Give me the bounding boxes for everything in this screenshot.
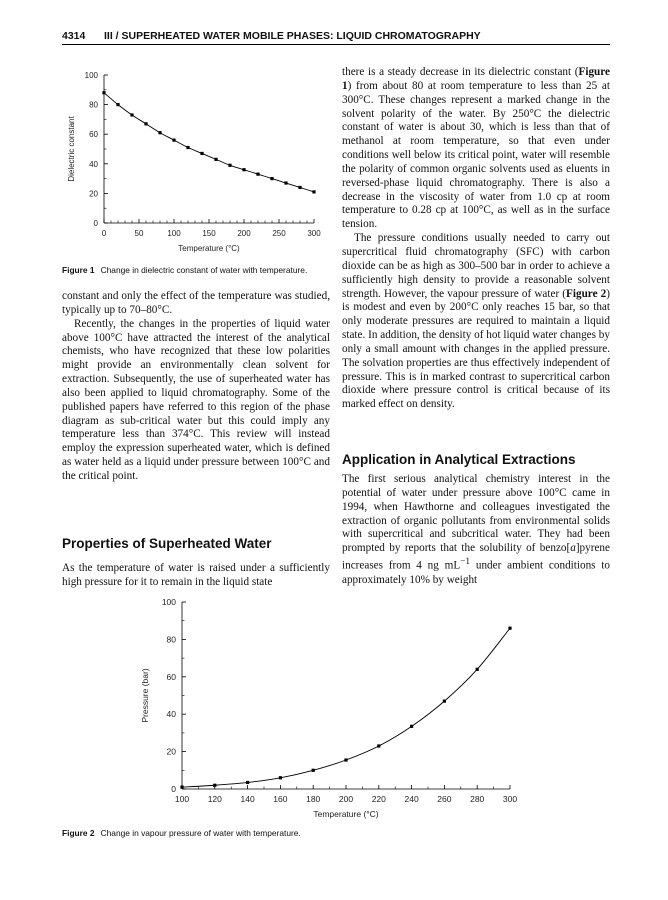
- data-point: [508, 627, 511, 630]
- data-point: [242, 168, 245, 171]
- y-tick-label: 60: [166, 671, 176, 682]
- data-point: [377, 744, 380, 747]
- left-column-bottom: [62, 562, 330, 590]
- data-point: [298, 186, 301, 189]
- x-tick-label: 140: [240, 794, 255, 804]
- data-point: [279, 776, 282, 779]
- data-point: [270, 177, 273, 180]
- x-tick-label: 150: [202, 229, 216, 238]
- y-tick-label: 20: [89, 189, 98, 199]
- data-point: [312, 769, 315, 772]
- x-tick-label: 200: [338, 794, 354, 804]
- right-column-top: [342, 66, 610, 412]
- y-tick-label: 20: [166, 746, 176, 757]
- data-point: [116, 103, 119, 106]
- paragraph: [342, 66, 610, 232]
- section-heading-properties: Properties of Superheated Water: [62, 536, 272, 551]
- text-run: The first serious analytical chemistry interest in the potential of water under pressure above 100°C came in 1994, when Hawthorne and colleagues investigated the extraction of organic pollutants from environmental solids with supercritical and subcritical water. They had been prompted by reports that the solubility of benzo[: [342, 473, 610, 555]
- running-title: III / SUPERHEATED WATER MOBILE PHASES: LIQUID CHROMATOGRAPHY: [104, 30, 481, 42]
- x-tick-label: 0: [101, 229, 107, 238]
- data-point: [443, 700, 446, 703]
- paragraph: constant and only the effect of the temperature was studied, typically up to 70–80°C.: [62, 290, 330, 316]
- y-tick-label: 60: [89, 130, 98, 140]
- data-point: [344, 758, 347, 761]
- data-point: [312, 190, 315, 193]
- data-point: [200, 152, 203, 155]
- figure-1-label: Figure 1: [62, 265, 95, 275]
- figure-2-caption: [62, 828, 462, 839]
- x-tick-label: 280: [470, 794, 485, 804]
- figure-2-caption-text: Change in vapour pressure of water with temperature.: [100, 828, 301, 838]
- data-point: [284, 181, 287, 184]
- running-header: [62, 28, 610, 44]
- y-tick-label: 80: [166, 634, 176, 645]
- series-line: [182, 628, 510, 787]
- y-tick-label: 100: [84, 71, 98, 80]
- y-tick-label: 80: [89, 100, 98, 110]
- y-tick-label: 100: [161, 597, 176, 607]
- superscript: −1: [460, 557, 471, 568]
- data-point: [102, 91, 105, 94]
- data-point: [144, 122, 147, 125]
- y-tick-label: 0: [93, 219, 98, 228]
- data-point: [213, 784, 216, 787]
- y-tick-label: 40: [166, 709, 176, 720]
- left-column-top: [62, 290, 330, 484]
- data-point: [158, 131, 161, 134]
- figure-2-label: Figure 2: [62, 828, 95, 838]
- figure-1-caption: [62, 265, 330, 276]
- x-tick-label: 260: [437, 794, 452, 804]
- data-point: [476, 668, 479, 671]
- x-tick-label: 220: [371, 794, 386, 804]
- x-tick-label: 200: [237, 229, 251, 238]
- data-point: [186, 146, 189, 149]
- section-heading-applications: Application in Analytical Extractions: [342, 452, 576, 467]
- figure-2-ref[interactable]: Figure 2: [566, 287, 607, 300]
- x-axis-label: Temperature (°C): [313, 809, 379, 819]
- text-run: ]pyrene increases from 4 ng mL: [342, 542, 610, 572]
- y-axis-label: Dielectric constant: [67, 116, 76, 182]
- x-tick-label: 240: [404, 794, 419, 804]
- figure-1-ref[interactable]: Figure 1: [342, 66, 610, 92]
- y-tick-label: 0: [171, 784, 176, 794]
- x-tick-label: 300: [502, 794, 518, 804]
- text-run: ) from about 80 at room temperature to less than 25 at 300°C. These changes represent a marked change in the solvent polarity of the water. By 250°C the dielectric constant of water is about 30, which is less than that of methanol at room temperature, so that even under conditions well below its critical point, water will resemble the polarity of common organic solvents used as eluents in reversed-phase liquid chromatography. There is also a decrease in the viscosity of water from 1.0 cp at room temperature to 0.28 cp at 100°C, as well as in the surface tension.: [342, 79, 610, 231]
- text-run: The pressure conditions usually needed to carry out supercritical fluid chromatography (SFC) with carbon dioxide can be as high as 300–500 bar in order to achieve a sufficiently high density to provide a reasonable solvent strength. However, the vapour pressure of water (: [342, 232, 610, 300]
- paragraph: As the temperature of water is raised under a sufficiently high pressure for it to remain in the liquid state: [62, 562, 330, 588]
- x-tick-label: 160: [273, 794, 288, 804]
- data-point: [130, 113, 133, 116]
- x-tick-label: 100: [167, 229, 181, 238]
- figure-1-chart: [62, 60, 332, 260]
- text-run: ) is modest and even by 200°C only reaches 15 bar, so that only moderate pressures are required to maintain a liquid state. In addition, the density of hot liquid water changes by only a small amount with changes in the applied pressure. The solvation properties are thus effectively independent of pressure. This is in marked contrast to supercritical carbon dioxide where pressure control is critical because of its marked effect on density.: [342, 287, 610, 411]
- paragraph: [342, 473, 610, 587]
- data-point: [228, 164, 231, 167]
- figure-2-chart: [130, 592, 550, 824]
- text-run-italic: a: [570, 542, 576, 555]
- y-axis-label: Pressure (bar): [140, 668, 150, 723]
- data-point: [256, 173, 259, 176]
- y-tick-label: 40: [89, 159, 98, 169]
- page-number: 4314: [62, 30, 86, 42]
- data-point: [172, 139, 175, 142]
- text-run: under ambient conditions to approximately 10% by weight: [342, 559, 611, 586]
- right-column-bottom: [342, 473, 610, 587]
- data-point: [214, 158, 217, 161]
- header-rule: [62, 44, 610, 45]
- x-tick-label: 300: [307, 229, 321, 238]
- paragraph: [342, 232, 610, 412]
- x-tick-label: 100: [174, 794, 190, 804]
- data-point: [410, 725, 413, 728]
- paragraph: Recently, the changes in the properties of liquid water above 100°C have attracted the interest of the analytical chemists, who have recognized that these low polarities might provide an environmentally clean solvent for extraction. Subsequently, the use of superheated water has also been applied to liquid chromatography. Some of the published papers have referred to this region of the phase diagram as sub-critical water but this could imply any temperature less than 374°C. This review will instead employ the expression superheated water, which is defined as water held as a liquid under pressure between 100°C and the critical point.: [62, 317, 330, 482]
- x-tick-label: 50: [134, 229, 144, 238]
- x-tick-label: 250: [272, 229, 286, 238]
- data-point: [180, 786, 183, 789]
- series-line: [104, 93, 314, 192]
- figure-1-caption-text: Change in dielectric constant of water with temperature.: [100, 265, 308, 275]
- x-tick-label: 120: [207, 794, 222, 804]
- x-tick-label: 180: [306, 794, 321, 804]
- x-axis-label: Temperature (°C): [178, 244, 240, 253]
- data-point: [246, 781, 249, 784]
- text-run: there is a steady decrease in its dielectric constant (: [342, 66, 579, 78]
